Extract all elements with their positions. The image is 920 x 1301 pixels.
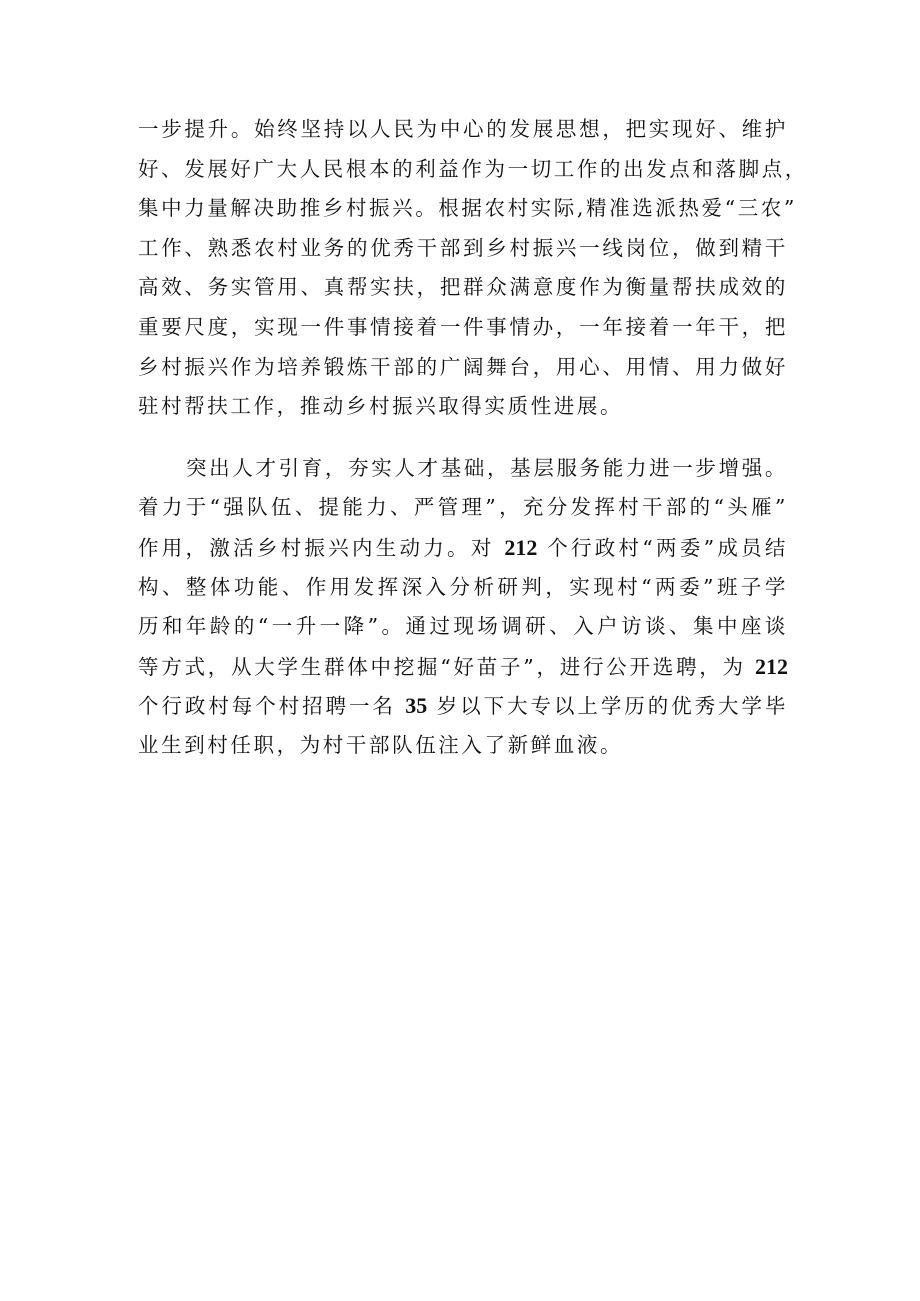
text-segment: 岁以下大专以上学历的优秀大学毕: [427, 694, 788, 719]
text-segment: 工作、熟悉农村业务的优秀干部到乡村振兴一线岗位，做到精干: [138, 235, 788, 260]
text-segment: 乡村振兴作为培养锻炼干部的广阔舞台，用心、用情、用力做好: [138, 354, 788, 379]
paragraph-1: [138, 110, 808, 427]
paragraph-2: [138, 449, 788, 766]
number-35: 35: [405, 693, 428, 719]
text-segment: 等方式，从大学生群体中挖掘“好苗子”，进行公开选聘，为: [138, 654, 755, 679]
text-line: [138, 568, 788, 608]
text-line: [138, 229, 788, 269]
text-segment: 作用，激活乡村振兴内生动力。对: [138, 535, 505, 560]
text-line: [138, 189, 797, 229]
text-segment: 突出人才引育，夯实人才基础，基层服务能力进一步增强。: [186, 455, 788, 480]
text-line: [138, 348, 788, 388]
document-page: [138, 110, 808, 766]
text-line: [138, 607, 788, 647]
text-segment: 历和年龄的“一升一降”。通过现场调研、入户访谈、集中座谈: [138, 614, 788, 639]
text-line: [138, 488, 788, 528]
text-segment: 个行政村每个村招聘一名: [138, 694, 406, 719]
text-segment: 高效、务实管用、真帮实扶，把群众满意度作为衡量帮扶成效的: [138, 275, 788, 300]
text-line: [138, 268, 788, 308]
text-segment: 个行政村“两委”成员结: [537, 535, 788, 560]
text-line: [138, 647, 788, 687]
text-line: [138, 449, 788, 489]
text-line: [138, 686, 788, 726]
paragraph-spacing: [138, 427, 788, 449]
text-line: [138, 528, 788, 568]
text-segment: 一步提升。始终坚持以人民为中心的发展思想，把实现好、维护: [138, 117, 788, 141]
text-segment: 集中力量解决助推乡村振兴。根据农村实际,精准选派热爱“三农”: [138, 196, 797, 221]
text-segment: 着力于“强队伍、提能力、严管理”，充分发挥村干部的“头雁”: [138, 495, 788, 520]
text-segment: 驻村帮扶工作，推动乡村振兴取得实质性进展。: [138, 394, 624, 419]
text-line: [138, 150, 808, 190]
text-segment: 重要尺度，实现一件事情接着一件事情办，一年接着一年干，把: [138, 314, 788, 339]
text-line: [138, 726, 788, 766]
text-segment: 业生到村任职，为村干部队伍注入了新鲜血液。: [138, 732, 624, 757]
number-212: 212: [755, 653, 788, 679]
number-212: 212: [504, 534, 538, 560]
text-line: [138, 387, 788, 427]
text-segment: 构、整体功能、作用发挥深入分析研判，实现村“两委”班子学: [138, 574, 788, 599]
text-segment: 好、发展好广大人民根本的利益作为一切工作的出发点和落脚点，: [138, 156, 808, 181]
text-line: [138, 308, 788, 348]
text-line: [138, 110, 788, 150]
